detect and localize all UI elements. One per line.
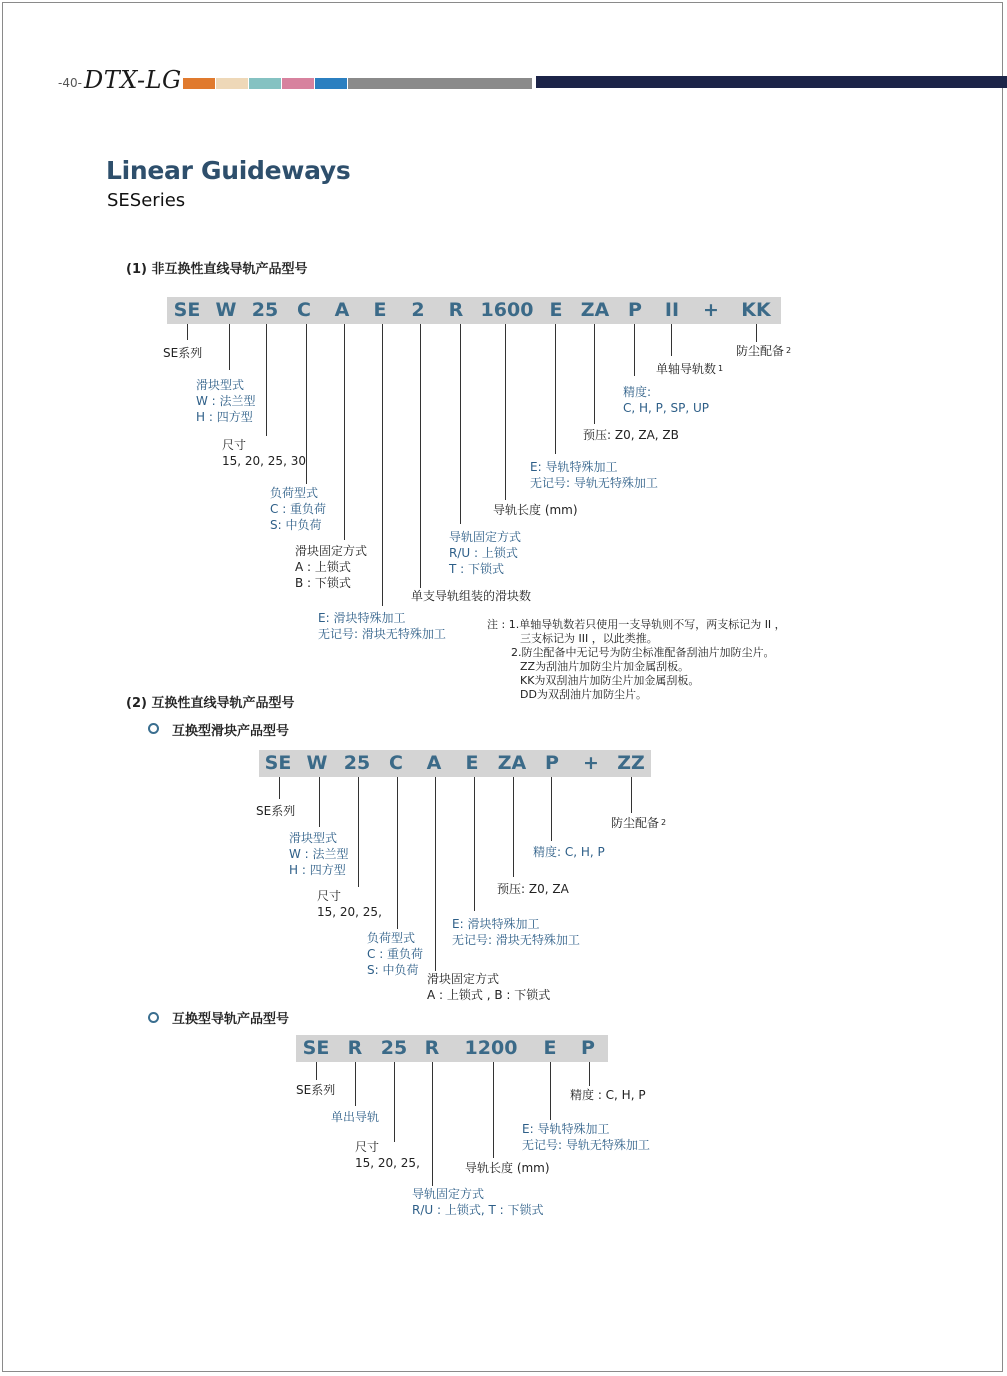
- code-plus: +: [703, 299, 719, 321]
- code-dust: KK: [741, 299, 771, 321]
- label-rail-mount: 导轨固定方式 R/U : 上锁式, T : 下锁式: [412, 1187, 544, 1217]
- label-dust: 防尘配备 $^2$: [611, 816, 667, 830]
- note-2-zz: ZZ为刮油片加防尘片加金属刮板。: [520, 660, 690, 673]
- code-block-special: E: [465, 752, 479, 774]
- code-load: C: [297, 299, 311, 321]
- note-1: 注 : 1.单轴导轨数若只使用一支导轨则不写，两支标记为 II ，: [487, 618, 786, 631]
- subsection-heading-block: 互换型滑块产品型号: [172, 724, 290, 739]
- leader-line: [397, 777, 398, 929]
- label-preload: 预压: Z0, ZA, ZB: [583, 428, 679, 442]
- label-series: SE系列: [163, 346, 203, 360]
- code-blocks-per-rail: 2: [411, 299, 425, 321]
- code-block-mount: A: [426, 752, 442, 774]
- leader-line: [420, 324, 421, 588]
- label-series: SE系列: [256, 804, 296, 818]
- leader-line: [460, 324, 461, 524]
- label-accuracy: 精度 : C, H, P: [570, 1088, 646, 1102]
- leader-line: [229, 324, 230, 370]
- leader-line: [382, 324, 383, 606]
- label-rails-per-axis: 单轴导轨数 $^1$: [656, 362, 724, 376]
- code-size: 25: [380, 1037, 408, 1059]
- label-accuracy: 精度: C, H, P: [533, 845, 605, 859]
- code-block-mount: A: [334, 299, 350, 321]
- leader-line: [432, 1062, 433, 1186]
- leader-line: [634, 324, 635, 376]
- code-rail-length: 1600: [480, 299, 534, 321]
- subsection-heading-rail: 互换型导轨产品型号: [172, 1012, 290, 1027]
- color-swatch-pink: [282, 78, 314, 89]
- leader-line: [594, 324, 595, 424]
- code-accuracy: P: [545, 752, 559, 774]
- code-block-type: W: [306, 752, 328, 774]
- leader-line: [319, 777, 320, 827]
- code-plus: +: [583, 752, 599, 774]
- code-rail-special: E: [543, 1037, 557, 1059]
- color-swatch-orange: [183, 78, 215, 89]
- label-block-mount: 滑块固定方式 A : 上锁式 B : 下锁式: [295, 544, 368, 590]
- label-rail-length: 导轨长度 (mm): [493, 503, 578, 517]
- label-series: SE系列: [296, 1083, 336, 1097]
- note-2-dd: DD为双刮油片加防尘片。: [520, 688, 647, 701]
- model-code-bar-3: [296, 1035, 608, 1062]
- model-code-bar-1: [167, 297, 781, 324]
- page-title: Linear Guideways: [106, 156, 351, 185]
- leader-line: [358, 777, 359, 887]
- label-block-type: 滑块型式 W : 法兰型 H : 四方型: [289, 831, 349, 877]
- leader-line: [555, 324, 556, 454]
- leader-line: [316, 1062, 317, 1080]
- label-preload: 预压: Z0, ZA: [497, 882, 569, 896]
- section-heading-interchangeable: (2) 互换性直线导轨产品型号: [126, 696, 295, 711]
- note-2-kk: KK为双刮油片加防尘片加金属刮板。: [520, 674, 700, 687]
- label-single-rail: 单出导轨: [331, 1110, 380, 1124]
- header-bar: [536, 76, 1007, 88]
- code-rail-mount: R: [424, 1037, 440, 1059]
- bullet-icon: [148, 1012, 159, 1023]
- leader-line: [756, 324, 757, 342]
- code-accuracy: P: [628, 299, 642, 321]
- label-dust: 防尘配备 $^2$: [736, 344, 792, 358]
- leader-line: [671, 324, 672, 356]
- label-rail-special: E: 导轨特殊加工 无记号: 导轨无特殊加工: [522, 1122, 650, 1152]
- model-code-bar-2: [259, 750, 651, 777]
- leader-line: [474, 777, 475, 911]
- label-size: 尺寸 15, 20, 25,: [317, 889, 382, 919]
- label-rail-special: E: 导轨特殊加工 无记号: 导轨无特殊加工: [530, 460, 658, 490]
- code-accuracy: P: [581, 1037, 595, 1059]
- color-swatch-beige: [216, 78, 248, 89]
- leader-line: [550, 1062, 551, 1120]
- leader-line: [355, 1062, 356, 1106]
- label-block-type: 滑块型式 W : 法兰型 H : 四方型: [196, 378, 256, 424]
- code-rail-special: E: [549, 299, 563, 321]
- leader-line: [513, 777, 514, 877]
- leader-line: [394, 1062, 395, 1142]
- code-size: 25: [343, 752, 371, 774]
- leader-line: [306, 324, 307, 484]
- label-block-special: E: 滑块特殊加工 无记号: 滑块无特殊加工: [318, 611, 446, 641]
- leader-line: [505, 324, 506, 500]
- color-swatch-gray: [348, 78, 532, 89]
- leader-line: [589, 1062, 590, 1086]
- note-2: 2.防尘配备中无记号为防尘标准配备刮油片加防尘片。: [511, 646, 775, 659]
- note-1-cont: 三支标记为 III ，以此类推。: [520, 632, 658, 645]
- leader-line: [187, 324, 188, 340]
- label-size: 尺寸 15, 20, 25, 30: [222, 438, 306, 468]
- code-block-special: E: [373, 299, 387, 321]
- leader-line: [279, 777, 280, 799]
- color-swatch-blue: [315, 78, 347, 89]
- code-series: SE: [302, 1037, 330, 1059]
- code-load: C: [389, 752, 403, 774]
- label-block-special: E: 滑块特殊加工 无记号: 滑块无特殊加工: [452, 917, 580, 947]
- code-block-type: W: [215, 299, 237, 321]
- color-swatch-teal: [249, 78, 281, 89]
- label-rail-mount: 导轨固定方式 R/U : 上锁式 T : 下锁式: [449, 530, 522, 576]
- label-block-mount: 滑块固定方式 A : 上锁式 , B : 下锁式: [427, 972, 551, 1002]
- leader-line: [551, 777, 552, 841]
- page-number: -40-: [58, 76, 82, 90]
- code-rails-per-axis: II: [664, 299, 680, 321]
- code-series: SE: [173, 299, 201, 321]
- code-series: SE: [264, 752, 292, 774]
- brand-logo: DTX-LG: [84, 66, 182, 94]
- bullet-icon: [148, 723, 159, 734]
- code-preload: ZA: [497, 752, 527, 774]
- code-rail-length: 1200: [464, 1037, 518, 1059]
- label-load: 负荷型式 C : 重负荷 S: 中负荷: [270, 486, 327, 532]
- code-rail-mount: R: [448, 299, 464, 321]
- section-heading-non-interchangeable: (1) 非互换性直线导轨产品型号: [126, 262, 308, 277]
- page-subtitle: SESeries: [107, 190, 186, 211]
- code-dust: ZZ: [617, 752, 645, 774]
- label-accuracy: 精度: C, H, P, SP, UP: [623, 385, 710, 415]
- label-rail-length: 导轨长度 (mm): [465, 1161, 550, 1175]
- code-single-rail: R: [347, 1037, 363, 1059]
- label-size: 尺寸 15, 20, 25,: [355, 1140, 420, 1170]
- leader-line: [435, 777, 436, 971]
- code-preload: ZA: [580, 299, 610, 321]
- leader-line: [631, 777, 632, 813]
- label-blocks-per-rail: 单支导轨组装的滑块数: [411, 589, 532, 603]
- label-load: 负荷型式 C : 重负荷 S: 中负荷: [367, 931, 424, 977]
- leader-line: [266, 324, 267, 436]
- leader-line: [344, 324, 345, 540]
- code-size: 25: [251, 299, 279, 321]
- leader-line: [493, 1062, 494, 1158]
